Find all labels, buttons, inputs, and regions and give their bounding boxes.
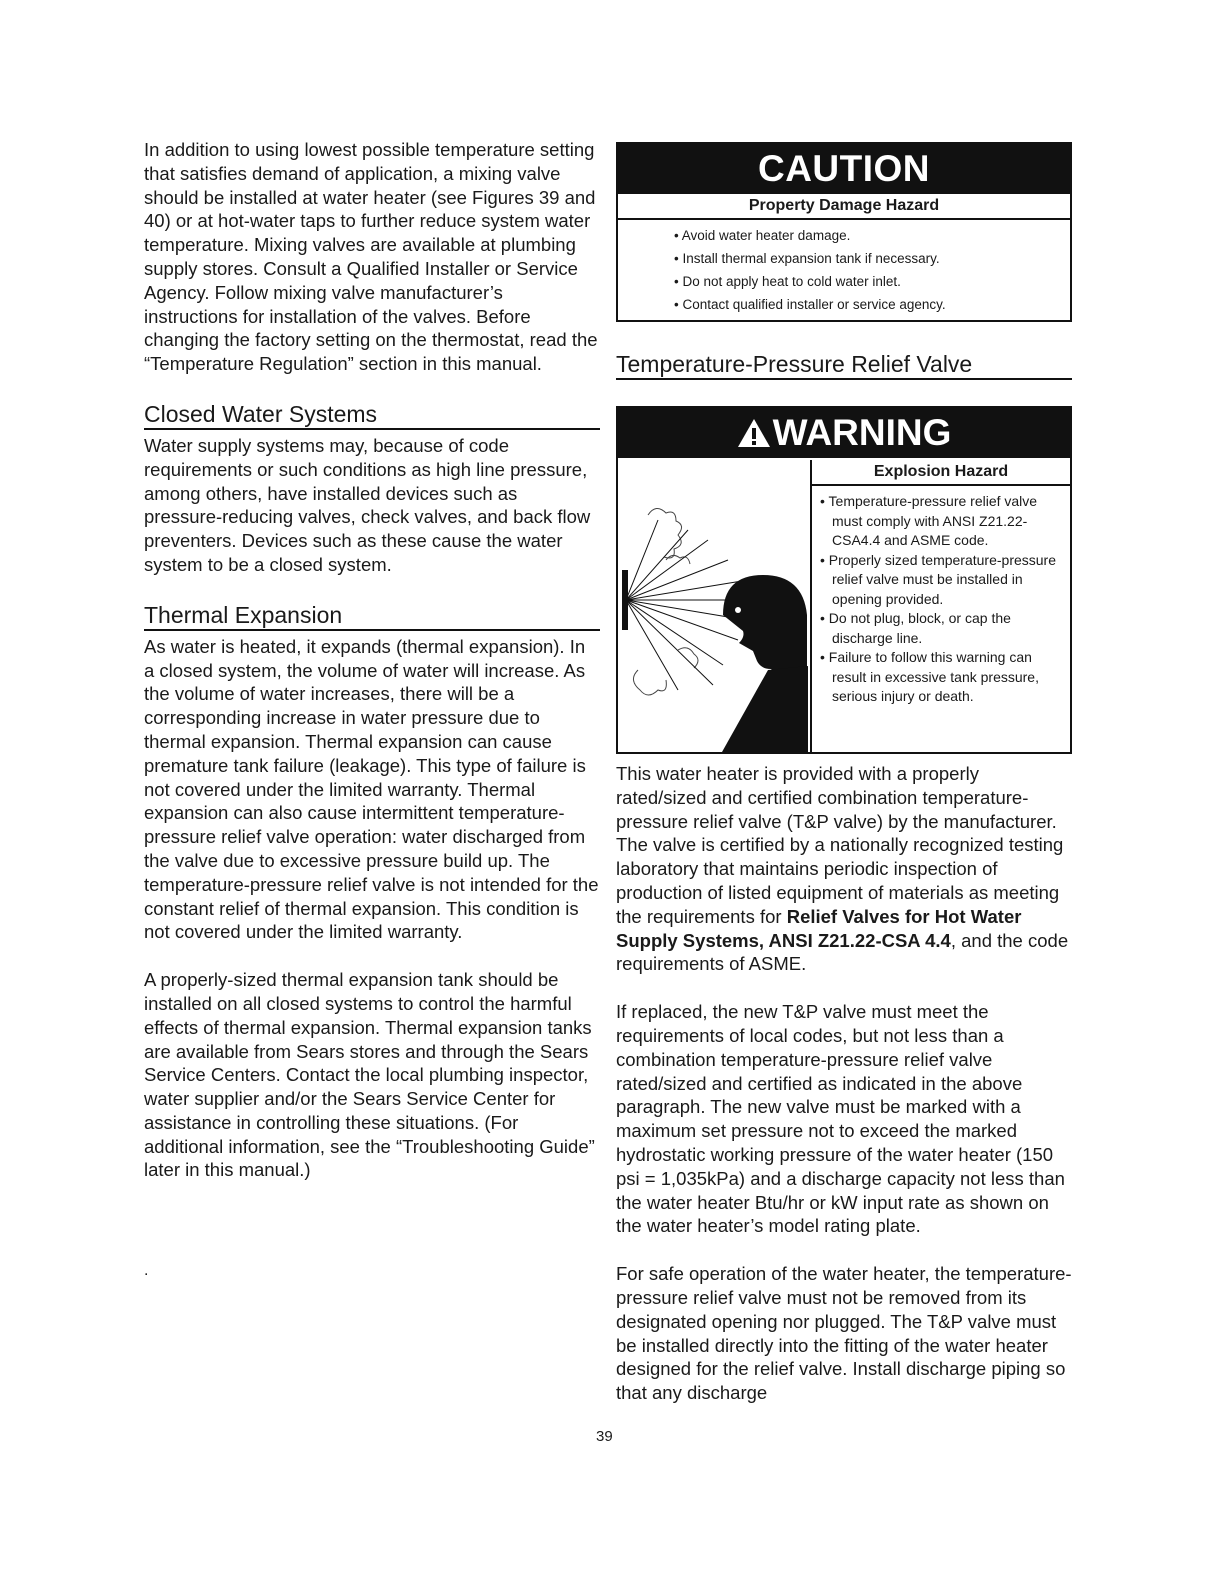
tp-p1-standard: Relief Valves for Hot Water Supply Systems, ANSI Z21.22-CSA 4.4 [616,905,1022,951]
right-column [616,142,1072,1405]
warning-item: • Do not plug, block, or cap the discharge line. [820,609,1062,648]
explosion-hazard-illustration [618,460,808,752]
warning-header [618,408,1070,458]
warning-subtitle: Explosion Hazard [812,460,1070,486]
closed-water-systems-paragraph: Water supply systems may, because of code requirements or such conditions as high line pressure, among others, have installed devices such as pressure-reducing valves, check valves, and back flow preventers. Devices such as these cause the water system to be a closed system. [144,434,591,575]
thermal-expansion-heading: Thermal Expansion [144,601,600,631]
tp-p1-text-a: This water heater is provided with a properly rated/sized and certified combination temperature-pressure relief valve (T&P valve) by the manufacturer. The valve is certified by a nationally recognized testing laboratory that maintains periodic inspection of production of listed equipment of materials as meeting the requirements for [616,763,1064,927]
warning-text-panel [810,460,1070,752]
caution-box [616,142,1072,322]
warning-title: WARNING [772,412,952,453]
caution-subtitle: Property Damage Hazard [618,194,1070,220]
caution-title: CAUTION [618,144,1070,194]
caution-list [618,220,1070,320]
caution-item: • Contact qualified installer or service agency. [674,293,1070,316]
closed-water-systems-heading: Closed Water Systems [144,400,600,430]
tp-valve-paragraph-1 [616,762,1072,976]
warning-item: • Temperature-pressure relief valve must comply with ANSI Z21.22-CSA4.4 and ASME code. [820,492,1062,551]
tp-p1-text-c: , and the code requirements of ASME. [616,929,1069,975]
left-column [144,138,600,1182]
warning-triangle-icon [737,417,771,449]
page-number: 39 [596,1428,613,1445]
caution-item: • Do not apply heat to cold water inlet. [674,270,1070,293]
tp-relief-valve-heading: Temperature-Pressure Relief Valve [616,350,1072,380]
intro-paragraph: In addition to using lowest possible temperature setting that satisfies demand of application, a mixing valve should be installed at water heater (see Figures 39 and 40) or at hot-water taps to further reduce system water temperature. Mixing valves are available at plumbing supply stores. Consult a Qualified Installer or Service Agency. Follow mixing valve manufacturer’s instructions for installation of the valves. Before changing the factory setting on the thermostat, read the “Temperature Regulation” section in this manual. [144,139,598,375]
thermal-expansion-paragraph: As water is heated, it expands (thermal expansion). In a closed system, the volume of water will increase. As the volume of water increases, there will be a corresponding increase in water pressure due to thermal expansion. Thermal expansion can cause premature tank failure (leakage). This type of failure is not covered under the limited warranty. Thermal expansion can also cause intermittent temperature-pressure relief valve operation: water discharged from the valve due to excessive pressure build up. The temperature-pressure relief valve is not intended for the constant relief of thermal expansion. This condition is not covered under the limited warranty. [144,635,599,943]
tp-valve-paragraph-2: If replaced, the new T&P valve must meet the requirements of local codes, but not less than a combination temperature-pressure relief valve rated/sized and certified as indicated in the above paragraph. The new valve must be marked with a maximum set pressure not to exceed the marked hydrostatic working pressure of the water heater (150 psi = 1,035kPa) and a discharge capacity not less than the water heater Btu/hr or kW input rate as shown on the water heater’s model rating plate. [616,1001,1065,1237]
explosion-person-icon [618,460,808,752]
expansion-tank-paragraph: A properly-sized thermal expansion tank should be installed on all closed systems to control the harmful effects of thermal expansion. Thermal expansion tanks are available from Sears stores and through the Sears Service Centers. Contact the local plumbing inspector, water supplier and/or the Sears Service Center for assistance in controlling these situations. (For additional information, see the “Troubleshooting Guide” later in this manual.) [144,969,595,1181]
stray-dot: . [144,1262,149,1279]
warning-item: • Properly sized temperature-pressure relief valve must be installed in opening provided. [820,551,1062,610]
warning-item: • Failure to follow this warning can result in excessive tank pressure, serious injury or death. [820,648,1062,707]
tp-valve-paragraph-3: For safe operation of the water heater, the temperature-pressure relief valve must not be removed from its designated opening nor plugged. The T&P valve must be installed directly into the fitting of the water heater designed for the relief valve. Install discharge piping so that any discharge [616,1263,1072,1404]
warning-box [616,406,1072,754]
caution-item: • Install thermal expansion tank if necessary. [674,247,1070,270]
warning-list [812,486,1070,707]
caution-item: • Avoid water heater damage. [674,224,1070,247]
